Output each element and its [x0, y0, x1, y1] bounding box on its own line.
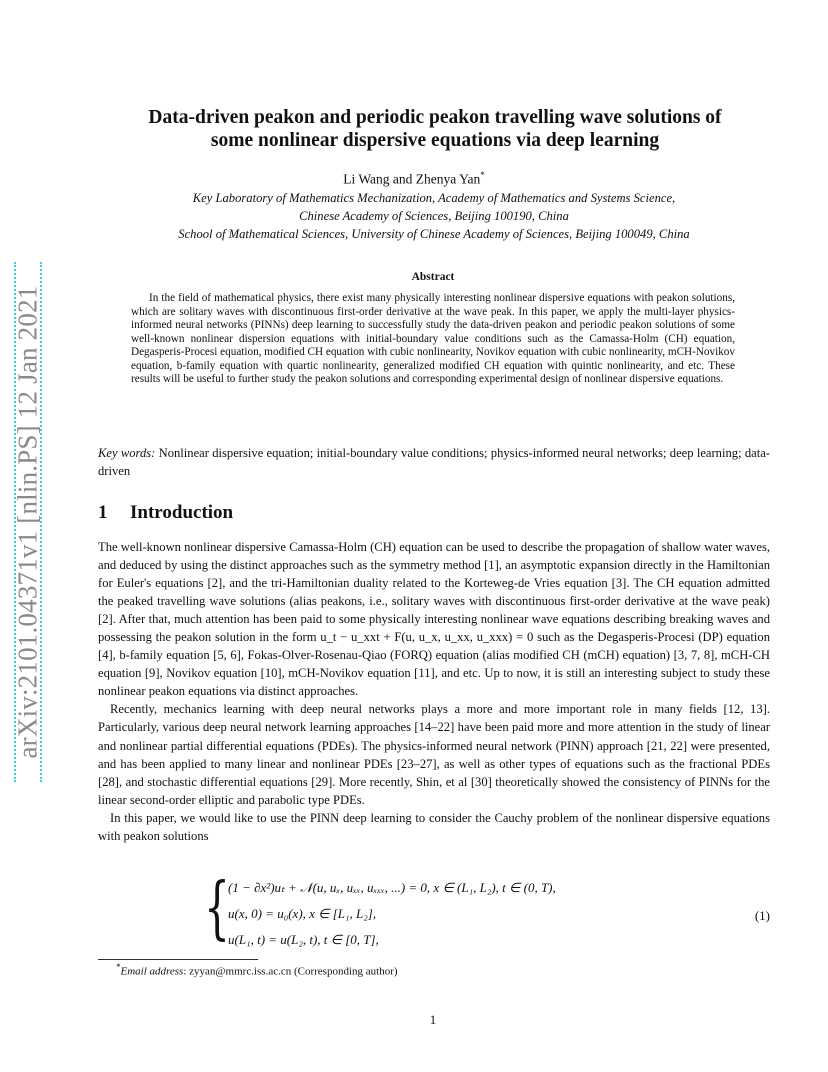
footnote-text: : zyyan@mmrc.iss.ac.cn (Corresponding author)	[183, 965, 398, 978]
paragraph: Recently, mechanics learning with deep neural networks plays a more and more important role in many fields [12, 13]. Particularly, various deep neural network learning approaches [14–22] have been paid more and more attention in the study of linear and nonlinear partial differential equations (PDEs). The physics-informed neural network (PINN) approach [21, 22] were presented, and has been applied to many linear and nonlinear PDEs [23–27], as well as other types of equations such as the fractional PDEs [28], and stochastic differential equations [29]. More recently, Shin, et al [30] theoretically showed the consistency of PINNs for the linear second-order elliptic and parabolic type PDEs.	[98, 702, 770, 807]
footnote-rule	[98, 959, 258, 960]
section-heading	[98, 502, 233, 524]
affiliation-line-3: School of Mathematical Sciences, University of Chinese Academy of Sciences, Beijing 100049, China	[178, 227, 690, 241]
abstract-body: In the field of mathematical physics, there exist many physically interesting nonlinear dispersive equations with peakon solutions, which are solitary waves with discontinuous first-order derivative at the wave peak. In this paper, we apply the multi-layer physics-informed neural networks (PINNs) deep learning to successfully study the data-driven peakon and periodic peakon solutions of some well-known nonlinear dispersion equations with initial-boundary value conditions such as the Camassa-Holm (CH) equation, Degasperis-Procesi equation, modified CH equation with cubic nonlinearity, Novikov equation with cubic nonlinearity, mCH-Novikov equation, b-family equation with quartic nonlinearity, generalized modified CH equation with quintic nonlinearity, and etc. These results will be useful to further study the peakon solutions and corresponding experimental design of nonlinear dispersive equations.	[131, 292, 735, 386]
affiliation-line-1: Key Laboratory of Mathematics Mechanization, Academy of Mathematics and Systems Science,	[192, 191, 676, 205]
arxiv-stamp: arXiv:2101.04371v1 [nlin.PS] 12 Jan 2021	[12, 285, 43, 759]
equation-line-2: u(x, 0) = u₀(x), x ∈ [L₁, L₂],	[228, 906, 377, 921]
title-line-1: Data-driven peakon and periodic peakon travelling wave solutions of	[148, 107, 722, 128]
paragraph: In this paper, we would like to use the PINN deep learning to consider the Cauchy problem of the nonlinear dispersive equations with peakon solutions	[98, 810, 770, 843]
footnote	[116, 962, 398, 978]
affiliation-line-2: Chinese Academy of Sciences, Beijing 100190, China	[299, 209, 569, 223]
section-number: 1	[98, 502, 108, 523]
equation-brace: {	[204, 869, 230, 948]
keywords	[98, 445, 770, 480]
abstract-heading: Abstract	[411, 271, 455, 283]
paper-title	[80, 106, 790, 152]
equation-1	[204, 869, 784, 950]
equation-number: (1)	[754, 908, 770, 923]
title-line-2: some nonlinear dispersive equations via deep learning	[210, 130, 660, 151]
paragraph: The well-known nonlinear dispersive Camassa-Holm (CH) equation can be used to describe the propagation of shallow water waves, and deduced by using the distinct approaches such as the symmetry method [1], an asymptotic expansion directly in the Hamiltonian for Euler's equations [2], and the tri-Hamiltonian duality related to the Korteweg-de Vries equation [3]. The CH equation admitted the peaked travelling wave solutions (alias peakons, i.e., solitary waves with discontinuous first-order derivative at the wave peak) [2]. After that, much attention has been paid to some physically interesting nonlinear wave equations describing breaking waves and possessing the peakon solution in the form u_t − u_xxt + F(u, u_x, u_xx, u_xxx) = 0 such as the Degasperis-Procesi (DP) equation [4], b-family equation [5, 6], Fokas-Olver-Rosenau-Qiao (FORQ) equation (alias modified CH (mCH) equation) [3, 7, 8], mCH-CH equation [9], Novikov equation [10], mCH-Novikov equation [11], and etc. Up to now, it is still an interesting subject to study these nonlinear peakon equations via distinct approaches.	[98, 540, 770, 699]
footnote-mark: *	[116, 962, 121, 972]
introduction-body	[98, 538, 770, 845]
author-footnote-mark: *	[480, 170, 485, 180]
keywords-label: Key words:	[98, 446, 156, 460]
equation-line-1: (1 − ∂x²)uₜ + 𝒩(u, uₓ, uₓₓ, uₓₓₓ, ...) = 0, x ∈ (L₁, L₂), t ∈ (0, T),	[228, 880, 556, 895]
page-number: 1	[429, 1012, 437, 1027]
keywords-text: Nonlinear dispersive equation; initial-boundary value conditions; physics-informed neural networks; deep learning; data-driven	[98, 446, 770, 478]
equation-line-3: u(L₁, t) = u(L₂, t), t ∈ [0, T],	[228, 932, 379, 947]
footnote-label: Email address	[120, 965, 184, 978]
section-title: Introduction	[130, 502, 234, 523]
authors: Li Wang and Zhenya Yan*	[343, 170, 485, 187]
